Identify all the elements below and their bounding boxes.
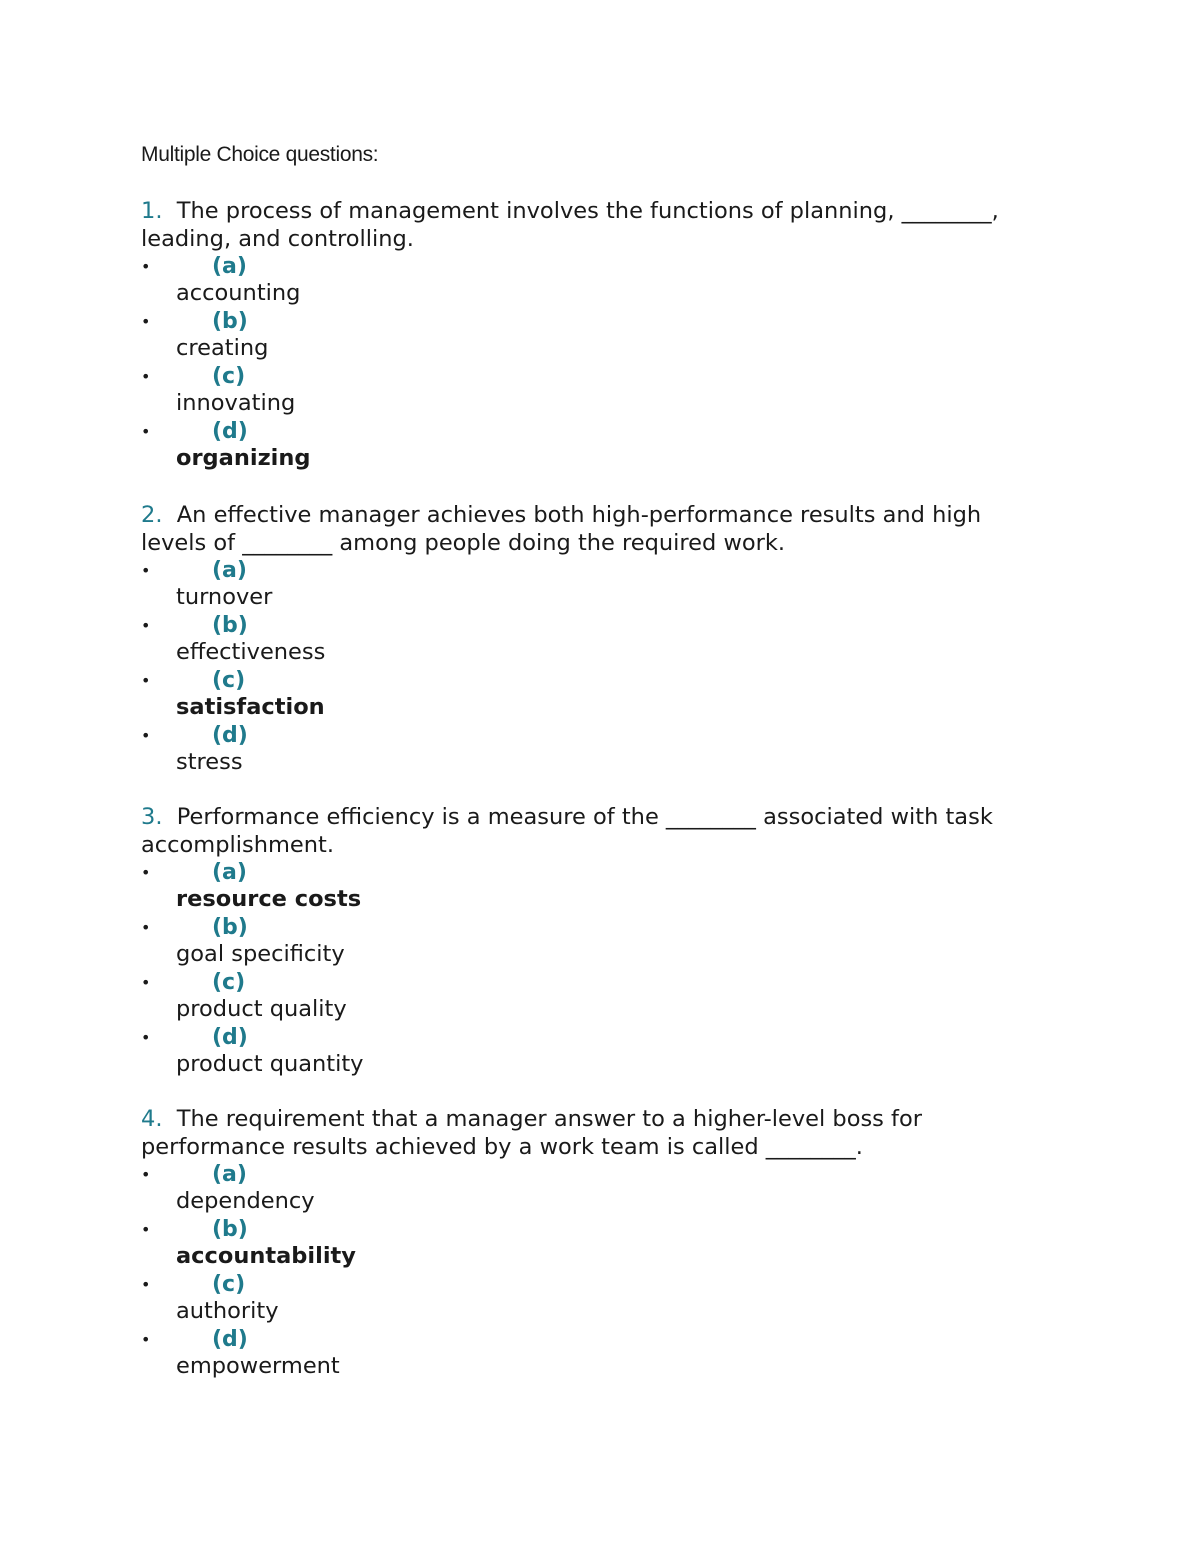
option-text-correct: satisfaction [176,694,325,720]
option-d [141,418,1041,473]
option-a [141,859,1041,914]
option-letter: (c) [212,1272,246,1297]
question-stem [141,502,1041,557]
question-stem [141,804,1041,859]
option-c [141,363,1041,418]
option-letter: (d) [212,1025,248,1050]
option-a [141,557,1041,612]
bullet-icon: • [141,671,151,690]
option-list [141,557,1041,777]
bullet-icon: • [141,616,151,635]
bullet-icon: • [141,422,151,441]
option-text: authority [176,1298,279,1324]
question-2 [141,502,1041,777]
question-text: An effective manager achieves both high-performance results and high levels of ________ among people doing the required work. [141,502,982,556]
option-d [141,722,1041,777]
question-text: Performance efficiency is a measure of the ________ associated with task accomplishment. [141,804,993,858]
option-text: product quality [176,996,347,1022]
question-text: The process of management involves the functions of planning, ________, leading, and controlling. [141,198,999,252]
option-b [141,612,1041,667]
option-c [141,667,1041,722]
option-letter: (a) [212,254,247,279]
question-stem [141,198,1041,253]
option-text: creating [176,335,269,361]
option-c [141,969,1041,1024]
bullet-icon: • [141,1028,151,1047]
question-1 [141,198,1041,473]
question-number: 2. [141,502,163,528]
option-letter: (a) [212,860,247,885]
option-letter: (b) [212,1217,248,1242]
option-letter: (a) [212,1162,247,1187]
option-d [141,1326,1041,1381]
question-text: The requirement that a manager answer to a higher-level boss for performance results achieved by a work team is called ________. [141,1106,922,1160]
bullet-icon: • [141,257,151,276]
bullet-icon: • [141,1165,151,1184]
option-d [141,1024,1041,1079]
option-letter: (c) [212,970,246,995]
option-list [141,859,1041,1079]
bullet-icon: • [141,312,151,331]
option-text: stress [176,749,243,775]
option-text: product quantity [176,1051,364,1077]
option-b [141,308,1041,363]
option-b [141,914,1041,969]
question-number: 1. [141,198,163,224]
option-text-correct: accountability [176,1243,356,1269]
option-letter: (d) [212,419,248,444]
option-a [141,1161,1041,1216]
option-a [141,253,1041,308]
bullet-icon: • [141,726,151,745]
option-letter: (b) [212,309,248,334]
option-letter: (b) [212,915,248,940]
option-letter: (d) [212,1327,248,1352]
option-text: effectiveness [176,639,326,665]
question-number: 3. [141,804,163,830]
bullet-icon: • [141,1275,151,1294]
option-letter: (a) [212,558,247,583]
option-text: turnover [176,584,273,610]
bullet-icon: • [141,973,151,992]
bullet-icon: • [141,863,151,882]
option-text: empowerment [176,1353,340,1379]
option-letter: (b) [212,613,248,638]
option-list [141,1161,1041,1381]
bullet-icon: • [141,918,151,937]
option-letter: (d) [212,723,248,748]
question-stem [141,1106,1041,1161]
bullet-icon: • [141,1220,151,1239]
option-letter: (c) [212,668,246,693]
question-3 [141,804,1041,1079]
bullet-icon: • [141,367,151,386]
option-text: dependency [176,1188,315,1214]
option-c [141,1271,1041,1326]
question-number: 4. [141,1106,163,1132]
option-text: accounting [176,280,301,306]
option-b [141,1216,1041,1271]
option-letter: (c) [212,364,246,389]
option-list [141,253,1041,473]
bullet-icon: • [141,1330,151,1349]
page-heading: Multiple Choice questions: [141,143,379,166]
option-text: innovating [176,390,296,416]
bullet-icon: • [141,561,151,580]
option-text-correct: resource costs [176,886,362,912]
question-4 [141,1106,1041,1381]
option-text: goal specificity [176,941,345,967]
option-text-correct: organizing [176,445,311,471]
